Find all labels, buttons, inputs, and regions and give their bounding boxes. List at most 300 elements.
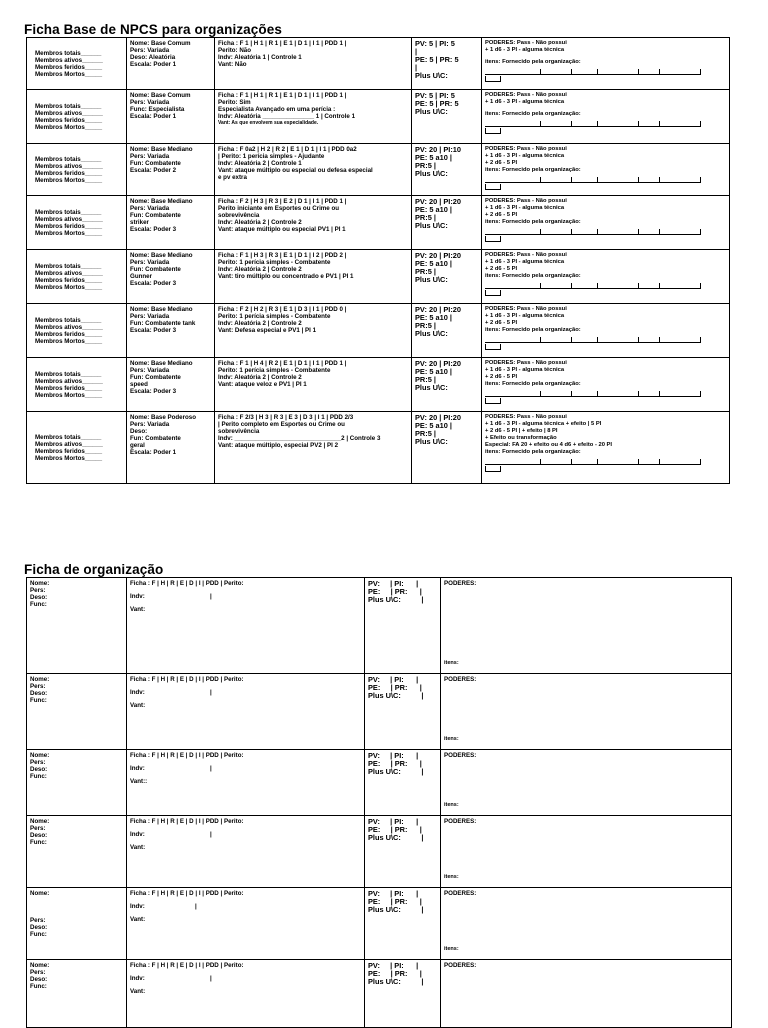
item-slot-line[interactable] — [572, 459, 598, 465]
org-indv-label: Indv: — [130, 689, 145, 696]
org-vant-field[interactable]: Vant: — [130, 606, 146, 613]
item-checkbox[interactable] — [485, 236, 501, 242]
org-pers-field[interactable]: Pers: — [30, 683, 46, 690]
members-mortos-field[interactable]: Membros Mortos_____ — [35, 229, 103, 237]
npc-ficha-line: e pv extra — [218, 174, 247, 181]
item-checkbox[interactable] — [485, 184, 501, 190]
npc-stats-line: Plus U\C: — [415, 107, 448, 116]
npc-info-line: Fun: Combatente — [130, 160, 181, 167]
org-ficha-field[interactable]: Ficha : F | H | R | E | D | I | PDD | Perito: — [130, 580, 244, 587]
org-poderes-field[interactable]: PODERES: — [444, 752, 477, 759]
npc-stats-line: PR:5 | — [415, 375, 436, 384]
item-slot-line[interactable] — [639, 283, 660, 289]
org-deso-field[interactable]: Deso: — [30, 690, 48, 697]
npc-info-line: Nome: Base Mediano — [130, 360, 193, 367]
members-total-field[interactable]: Membros totais______ — [35, 208, 102, 216]
items-slots — [485, 283, 726, 289]
npc-ficha-line: Ficha : F 2 | H 3 | R 3 | E 2 | D 1 | I 1 | PDD 1 | — [218, 198, 347, 205]
npc-info-line: Pers: Variada — [130, 367, 170, 374]
org-vant-field[interactable]: Vant: — [130, 844, 146, 851]
item-slot-line[interactable] — [572, 69, 598, 75]
org-indv-bar: | — [210, 593, 212, 600]
npc-stats-line: PE: 5 a10 | — [415, 421, 452, 430]
org-pv-field[interactable]: PV: | PI: | — [368, 961, 419, 970]
npc-ficha-line: Ficha : F 1 | H 1 | R 1 | E 1 | D 1 | I 1 | PDD 1 | — [218, 92, 347, 99]
npc-powers-line: PODERES: Pass - Não possui — [485, 252, 567, 258]
org-powers-cell — [441, 816, 732, 888]
item-slot-line[interactable] — [485, 459, 541, 465]
npc-stats-line: PE: 5 a10 | — [415, 153, 452, 162]
item-checkbox[interactable] — [485, 398, 501, 404]
org-info-cell — [27, 816, 127, 888]
org-indv-field[interactable] — [130, 593, 361, 600]
org-pers-field[interactable]: Pers: — [30, 969, 46, 976]
npc-info-line: striker — [130, 219, 149, 226]
org-vant-field[interactable]: Vant: — [130, 702, 146, 709]
org-ficha-cell — [127, 888, 365, 960]
item-checkbox[interactable] — [485, 344, 501, 350]
org-ficha-field[interactable]: Ficha : F | H | R | E | D | I | PDD | Perito: — [130, 676, 244, 683]
org-nome-field[interactable]: Nome: — [30, 818, 50, 825]
org-indv-field[interactable] — [130, 831, 361, 838]
npc-stats-line: PR:5 | — [415, 267, 436, 276]
org-indv-bar: | — [210, 689, 212, 696]
item-slot-line[interactable] — [598, 337, 639, 343]
npc-info-cell — [127, 90, 215, 144]
npc-ficha-cell — [215, 304, 412, 358]
org-vant-field[interactable]: Vant:: — [130, 778, 148, 785]
org-row — [27, 816, 732, 888]
item-slot-line[interactable] — [485, 283, 541, 289]
npc-info-line: Nome: Base Poderoso — [130, 414, 197, 421]
npc-powers-line: PODERES: Pass - Não possui — [485, 414, 567, 420]
org-plus-field[interactable]: Plus U\C: | — [368, 691, 424, 700]
org-indv-label: Indv: — [130, 765, 145, 772]
npc-ficha-line: Perito: 1 perícia simples - Combatente — [218, 259, 331, 266]
org-itens-field[interactable]: itens: — [444, 736, 459, 742]
org-info-cell — [27, 750, 127, 816]
org-func-field[interactable]: Func: — [30, 839, 47, 846]
org-ficha-field[interactable]: Ficha : F | H | R | E | D | I | PDD | Perito: — [130, 818, 244, 825]
item-slot-line[interactable] — [598, 391, 639, 397]
org-deso-field[interactable]: Deso: — [30, 924, 48, 931]
npc-info-line: Escala: Poder 1 — [130, 449, 177, 456]
members-ativos-field[interactable]: Membros ativos______ — [35, 377, 103, 385]
npc-ficha-cell — [215, 90, 412, 144]
members-total-field[interactable]: Membros totais______ — [35, 370, 102, 378]
npc-ficha-line: Indv: Aleatória 2 | Controle 2 — [218, 219, 302, 226]
org-powers-cell — [441, 750, 732, 816]
item-slot-line[interactable] — [639, 69, 660, 75]
npc-info-line: Escala: Poder 3 — [130, 327, 177, 334]
npc-info-line: Nome: Base Mediano — [130, 306, 193, 313]
item-slot-line[interactable] — [598, 283, 639, 289]
npc-stats-line: PV: 20 | PI:20 — [415, 305, 462, 314]
items-slots — [485, 459, 726, 465]
members-feridos-field[interactable]: Membros feridos_____ — [35, 116, 103, 124]
item-slot-line[interactable] — [541, 69, 572, 75]
npc-stats-line: PE: 5 a10 | — [415, 259, 452, 268]
org-itens-field[interactable]: itens: — [444, 802, 459, 808]
members-feridos-field[interactable]: Membros feridos_____ — [35, 330, 103, 338]
npc-powers-cell — [482, 144, 730, 196]
members-total-field[interactable]: Membros totais______ — [35, 49, 102, 57]
item-slot-line[interactable] — [541, 391, 572, 397]
npc-powers-cell — [482, 250, 730, 304]
org-deso-field[interactable]: Deso: — [30, 766, 48, 773]
item-slot-line[interactable] — [660, 121, 701, 127]
item-slot-line[interactable] — [660, 229, 701, 235]
members-cell — [27, 304, 127, 358]
item-slot-line[interactable] — [639, 121, 660, 127]
org-plus-field[interactable]: Plus U\C: | — [368, 977, 424, 986]
org-row — [27, 750, 732, 816]
item-slot-line[interactable] — [572, 121, 598, 127]
npc-stats-line: PV: 20 | PI:20 — [415, 197, 462, 206]
org-deso-field[interactable]: Deso: — [30, 594, 48, 601]
item-slot-line[interactable] — [598, 459, 639, 465]
spacer — [30, 897, 123, 917]
npc-ficha-line: Vant: Não — [218, 61, 247, 68]
npc-powers-cell — [482, 196, 730, 250]
npc-row — [27, 358, 730, 412]
item-slot-line[interactable] — [572, 229, 598, 235]
members-total-field[interactable]: Membros totais______ — [35, 316, 102, 324]
npc-powers-line: + 1 d6 - 3 PI - alguma técnica — [485, 205, 565, 211]
org-plus-field[interactable]: Plus U\C: | — [368, 767, 424, 776]
npc-ficha-line: Ficha : F 2 | H 2 | R 3 | E 1 | D 3 | I 1 | PDD 0 | — [218, 306, 347, 313]
npc-ficha-cell — [215, 250, 412, 304]
org-pers-field[interactable]: Pers: — [30, 825, 46, 832]
org-pe-field[interactable]: PE: | PR: | — [368, 759, 422, 768]
npc-powers-line: PODERES: Pass - Não possui — [485, 92, 567, 98]
org-pe-field[interactable]: PE: | PR: | — [368, 587, 422, 596]
item-slot-line[interactable] — [598, 69, 639, 75]
npc-powers-cell — [482, 358, 730, 412]
members-feridos-field[interactable]: Membros feridos_____ — [35, 222, 103, 230]
item-slot-line[interactable] — [541, 177, 572, 183]
org-poderes-field[interactable]: PODERES: — [444, 890, 477, 897]
org-ficha-field[interactable]: Ficha : F | H | R | E | D | I | PDD | Perito: — [130, 890, 244, 897]
org-func-field[interactable]: Func: — [30, 697, 47, 704]
item-slot-line[interactable] — [485, 69, 541, 75]
npc-powers-line: + 2 d6 - 5 PI — [485, 320, 518, 326]
npc-stats-cell — [412, 196, 482, 250]
members-mortos-field[interactable]: Membros Mortos_____ — [35, 70, 103, 78]
org-pers-field[interactable]: Pers: — [30, 587, 46, 594]
npc-ficha-line: Perito: 1 perícia simples - Combatente — [218, 313, 331, 320]
members-ativos-field[interactable]: Membros ativos______ — [35, 56, 103, 64]
org-itens-field[interactable]: itens: — [444, 946, 459, 952]
npc-stats-cell — [412, 304, 482, 358]
org-nome-field[interactable]: Nome: — [30, 890, 50, 897]
org-indv-field[interactable] — [130, 765, 361, 772]
npc-powers-line: itens: Fornecido pela organização: — [485, 381, 581, 387]
item-slot-line[interactable] — [541, 121, 572, 127]
npc-stats-line: PV: 5 | PI: 5 — [415, 91, 455, 100]
item-checkbox[interactable] — [485, 466, 501, 472]
org-func-field[interactable]: Func: — [30, 601, 47, 608]
npc-stats-line: Plus U\C: — [415, 221, 448, 230]
members-feridos-field[interactable]: Membros feridos_____ — [35, 276, 103, 284]
org-vant-field[interactable]: Vant: — [130, 916, 146, 923]
org-indv-field[interactable] — [130, 689, 361, 696]
npc-info-line: Nome: Base Mediano — [130, 198, 193, 205]
org-indv-label: Indv: — [130, 831, 145, 838]
members-cell — [27, 196, 127, 250]
npc-row — [27, 250, 730, 304]
org-ficha-cell — [127, 960, 365, 1028]
npc-info-line: Escala: Poder 3 — [130, 226, 177, 233]
org-deso-field[interactable]: Deso: — [30, 832, 48, 839]
org-ficha-field[interactable]: Ficha : F | H | R | E | D | I | PDD | Perito: — [130, 962, 244, 969]
npc-ficha-line: Indv: _______________________________2 | Controle 3 — [218, 435, 381, 442]
org-pers-field[interactable]: Pers: — [30, 917, 46, 924]
npc-row — [27, 196, 730, 250]
org-info-cell — [27, 960, 127, 1028]
members-cell — [27, 144, 127, 196]
npc-info-cell — [127, 196, 215, 250]
npc-stats-line: Plus U\C: — [415, 329, 448, 338]
org-nome-field[interactable]: Nome: — [30, 962, 50, 969]
npc-stats-line: PV: 5 | PI: 5 — [415, 39, 455, 48]
item-checkbox[interactable] — [485, 290, 501, 296]
org-stats-cell — [365, 960, 441, 1028]
npc-stats-line: PR:5 | — [415, 429, 436, 438]
npc-stats-line: Plus U\C: — [415, 169, 448, 178]
org-pv-field[interactable]: PV: | PI: | — [368, 579, 419, 588]
npc-ficha-line: Indv: Aleatória 2 | Controle 1 — [218, 160, 302, 167]
members-ativos-field[interactable]: Membros ativos______ — [35, 323, 103, 331]
npc-stats-line: PV: 20 | PI:20 — [415, 359, 462, 368]
item-slot-line[interactable] — [572, 337, 598, 343]
item-slot-line[interactable] — [639, 391, 660, 397]
item-slot-line[interactable] — [660, 69, 701, 75]
org-indv-label: Indv: — [130, 903, 145, 910]
members-cell — [27, 38, 127, 90]
npc-info-line: Pers: Variada — [130, 153, 170, 160]
npc-stats-line: PV: 20 | PI:20 — [415, 251, 462, 260]
members-ativos-field[interactable]: Membros ativos______ — [35, 162, 103, 170]
org-itens-field[interactable]: itens: — [444, 660, 459, 666]
org-stats-cell — [365, 578, 441, 674]
members-feridos-field[interactable]: Membros feridos_____ — [35, 169, 103, 177]
members-mortos-field[interactable]: Membros Mortos_____ — [35, 391, 103, 399]
npc-info-cell — [127, 304, 215, 358]
org-indv-bar: | — [195, 903, 197, 910]
members-ativos-field[interactable]: Membros ativos______ — [35, 440, 103, 448]
item-slot-line[interactable] — [598, 177, 639, 183]
npc-info-cell — [127, 358, 215, 412]
members-cell — [27, 358, 127, 412]
npc-stats-line: PV: 20 | PI:10 — [415, 145, 462, 154]
org-poderes-field[interactable]: PODERES: — [444, 818, 477, 825]
item-checkbox[interactable] — [485, 128, 501, 134]
org-func-field[interactable]: Func: — [30, 773, 47, 780]
org-plus-field[interactable]: Plus U\C: | — [368, 595, 424, 604]
item-slot-line[interactable] — [572, 177, 598, 183]
item-slot-line[interactable] — [660, 337, 701, 343]
item-slot-line[interactable] — [485, 229, 541, 235]
org-plus-field[interactable]: Plus U\C: | — [368, 833, 424, 842]
npc-powers-line: + 1 d6 - 3 PI - alguma técnica — [485, 259, 565, 265]
npc-ficha-line: | Perito: 1 perícia simples - Ajudante — [218, 153, 325, 160]
members-mortos-field[interactable]: Membros Mortos_____ — [35, 123, 103, 131]
org-pe-field[interactable]: PE: | PR: | — [368, 897, 422, 906]
item-slot-line[interactable] — [639, 337, 660, 343]
members-mortos-field[interactable]: Membros Mortos_____ — [35, 176, 103, 184]
npc-stats-line: | — [415, 63, 418, 72]
npcs-sheet-title: Ficha Base de NPCS para organizações — [24, 22, 282, 37]
org-stats-cell — [365, 888, 441, 960]
org-nome-field[interactable]: Nome: — [30, 752, 50, 759]
org-pe-field[interactable]: PE: | PR: | — [368, 825, 422, 834]
members-feridos-field[interactable]: Membros feridos_____ — [35, 63, 103, 71]
org-poderes-field[interactable]: PODERES: — [444, 962, 477, 969]
item-slot-line[interactable] — [485, 391, 541, 397]
item-slot-line[interactable] — [485, 177, 541, 183]
item-slot-line[interactable] — [541, 337, 572, 343]
npc-stats-line: | — [415, 47, 418, 56]
item-slot-line[interactable] — [660, 177, 701, 183]
npc-info-line: Deso: — [130, 428, 148, 435]
org-table — [26, 577, 732, 1028]
item-slot-line[interactable] — [541, 459, 572, 465]
npc-stats-line: Plus U\C: — [415, 383, 448, 392]
npc-info-line: Escala: Poder 1 — [130, 61, 177, 68]
npc-row — [27, 38, 730, 90]
npc-info-line: Fun: Combatente — [130, 212, 181, 219]
npc-ficha-line: Indv: Aleatória 2 | Controle 2 — [218, 320, 302, 327]
org-ficha-field[interactable]: Ficha : F | H | R | E | D | I | PDD | Perito: — [130, 752, 244, 759]
org-info-cell — [27, 888, 127, 960]
npc-ficha-line: Ficha : F 0a2 | H 2 | R 2 | E 1 | D 1 | I 1 | PDD 0a2 — [218, 146, 357, 153]
item-slot-line[interactable] — [660, 459, 701, 465]
npc-ficha-line: Vant: tiro múltiplo ou concentrado e PV1 | PI 1 — [218, 273, 354, 280]
org-pe-field[interactable]: PE: | PR: | — [368, 683, 422, 692]
npc-info-line: Nome: Base Comum — [130, 92, 191, 99]
org-func-field[interactable]: Func: — [30, 931, 47, 938]
npc-powers-line: itens: Fornecido pela organização: — [485, 111, 581, 117]
npc-powers-line: PODERES: Pass - Não possui — [485, 306, 567, 312]
org-poderes-field[interactable]: PODERES: — [444, 676, 477, 683]
members-feridos-field[interactable]: Membros feridos_____ — [35, 447, 103, 455]
npc-powers-line: + 1 d6 - 3 PI - alguma técnica — [485, 99, 565, 105]
members-mortos-field[interactable]: Membros Mortos_____ — [35, 337, 103, 345]
org-row — [27, 960, 732, 1028]
org-deso-field[interactable]: Deso: — [30, 976, 48, 983]
npc-ficha-cell — [215, 412, 412, 484]
org-pv-field[interactable]: PV: | PI: | — [368, 675, 419, 684]
org-plus-field[interactable]: Plus U\C: | — [368, 905, 424, 914]
item-slot-line[interactable] — [572, 283, 598, 289]
members-total-field[interactable]: Membros totais______ — [35, 102, 102, 110]
npc-info-line: Pers: Variada — [130, 99, 170, 106]
members-mortos-field[interactable]: Membros Mortos_____ — [35, 454, 103, 462]
members-total-field[interactable]: Membros totais______ — [35, 433, 102, 441]
npc-powers-line: itens: Fornecido pela organização: — [485, 59, 581, 65]
org-indv-label: Indv: — [130, 975, 145, 982]
members-total-field[interactable]: Membros totais______ — [35, 155, 102, 163]
npc-powers-cell — [482, 38, 730, 90]
item-slot-line[interactable] — [572, 391, 598, 397]
org-sheet-title: Ficha de organização — [24, 562, 164, 577]
item-slot-line[interactable] — [485, 121, 541, 127]
org-nome-field[interactable]: Nome: — [30, 580, 50, 587]
npc-powers-line: PODERES: Pass - Não possui — [485, 146, 567, 152]
org-poderes-field[interactable]: PODERES: — [444, 580, 477, 587]
members-mortos-field[interactable]: Membros Mortos_____ — [35, 283, 103, 291]
item-slot-line[interactable] — [598, 121, 639, 127]
items-slots — [485, 69, 726, 75]
org-pv-field[interactable]: PV: | PI: | — [368, 751, 419, 760]
npc-info-line: Pers: Variada — [130, 313, 170, 320]
org-pers-field[interactable]: Pers: — [30, 759, 46, 766]
item-slot-line[interactable] — [541, 283, 572, 289]
org-ficha-cell — [127, 578, 365, 674]
org-indv-bar: | — [210, 765, 212, 772]
items-slots — [485, 391, 726, 397]
members-ativos-field[interactable]: Membros ativos______ — [35, 269, 103, 277]
members-feridos-field[interactable]: Membros feridos_____ — [35, 384, 103, 392]
npc-powers-line: PODERES: Pass - Não possui — [485, 360, 567, 366]
item-checkbox[interactable] — [485, 76, 501, 82]
npc-stats-line: PE: 5 a10 | — [415, 367, 452, 376]
org-func-field[interactable]: Func: — [30, 983, 47, 990]
npc-stats-cell — [412, 144, 482, 196]
npc-info-line: Deso: Aleatória — [130, 54, 176, 61]
org-nome-field[interactable]: Nome: — [30, 676, 50, 683]
item-slot-line[interactable] — [598, 229, 639, 235]
org-stats-cell — [365, 674, 441, 750]
npc-powers-line: PODERES: Pass - Não possui — [485, 40, 567, 46]
org-indv-field[interactable] — [130, 975, 361, 982]
npc-info-line: Pers: Variada — [130, 205, 170, 212]
item-slot-line[interactable] — [639, 229, 660, 235]
item-slot-line[interactable] — [639, 177, 660, 183]
org-itens-field[interactable]: itens: — [444, 874, 459, 880]
npc-info-line: Func: Especialista — [130, 106, 185, 113]
npc-powers-cell — [482, 412, 730, 484]
item-slot-line[interactable] — [639, 459, 660, 465]
npc-powers-line: itens: Fornecido pela organização: — [485, 449, 581, 455]
npc-ficha-line: Vant: Defesa especial e PV1 | PI 1 — [218, 327, 317, 334]
org-pv-field[interactable]: PV: | PI: | — [368, 817, 419, 826]
org-pe-field[interactable]: PE: | PR: | — [368, 969, 422, 978]
items-slots — [485, 121, 726, 127]
members-ativos-field[interactable]: Membros ativos______ — [35, 109, 103, 117]
npc-info-cell — [127, 412, 215, 484]
npc-row — [27, 412, 730, 484]
item-slot-line[interactable] — [485, 337, 541, 343]
org-indv-field[interactable] — [130, 903, 361, 910]
org-row — [27, 578, 732, 674]
members-total-field[interactable]: Membros totais______ — [35, 262, 102, 270]
item-slot-line[interactable] — [541, 229, 572, 235]
item-slot-line[interactable] — [660, 283, 701, 289]
org-pv-field[interactable]: PV: | PI: | — [368, 889, 419, 898]
npc-ficha-line: Vant: ataque veloz e PV1 | PI 1 — [218, 381, 307, 388]
org-vant-field[interactable]: Vant: — [130, 988, 146, 995]
npc-stats-line: Plus U\C: — [415, 437, 448, 446]
members-ativos-field[interactable]: Membros ativos______ — [35, 215, 103, 223]
items-slots — [485, 177, 726, 183]
npc-info-line: Nome: Base Mediano — [130, 252, 193, 259]
npc-powers-line: + 2 d6 - 5 PI — [485, 160, 518, 166]
item-slot-line[interactable] — [660, 391, 701, 397]
npc-info-line: Escala: Poder 2 — [130, 167, 177, 174]
npc-ficha-line: Indv: Aleatória _______________ 1 | Controle 1 — [218, 113, 356, 120]
